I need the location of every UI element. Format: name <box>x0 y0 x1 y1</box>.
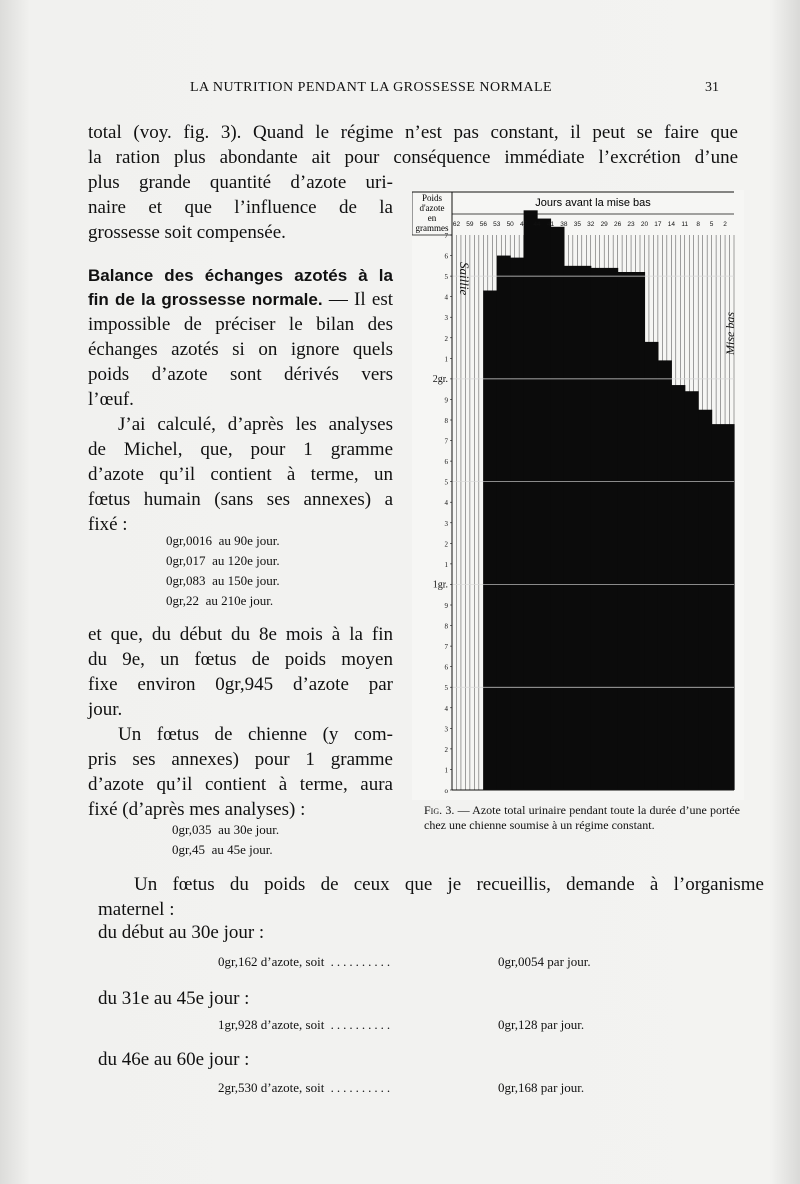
para5-line-1: Un fœtus du poids de ceux que je recueillis, demande à l’organisme <box>134 874 764 895</box>
para3-line-1: et que, du début du 8e mois à la fin <box>88 624 393 645</box>
y-tick-label: 5 <box>444 273 448 282</box>
period-2-amount: 1gr,928 d’azote, soit <box>218 1017 325 1032</box>
figure-3-chart <box>412 190 744 800</box>
period-3-leader: .......... <box>324 1080 394 1095</box>
bar-5 <box>537 219 551 790</box>
x-tick-label: 23 <box>627 221 635 228</box>
para2-line-2: de Michel, que, pour 1 gramme <box>88 439 393 460</box>
x-tick-label: 44 <box>533 221 541 228</box>
para1-line-1: impossible de préciser le bilan des <box>88 314 393 335</box>
section-heading-2-bold: fin de la grossesse normale. <box>88 290 323 309</box>
bar-10 <box>644 342 658 790</box>
x-tick-label: 53 <box>493 221 501 228</box>
y-tick-label: o <box>444 787 448 795</box>
x-tick-label: 62 <box>452 221 461 228</box>
figure-caption <box>424 803 740 833</box>
y-tick-label: 8 <box>444 622 448 631</box>
intro-line-4: naire et que l’influence de la <box>88 197 393 218</box>
y-tick-label: 4 <box>444 293 448 302</box>
y-tick-label: 7 <box>444 232 448 240</box>
x-tick-label: 47 <box>520 221 528 228</box>
bar-15 <box>712 424 735 790</box>
human-value-2-day: au 120e jour. <box>212 553 280 568</box>
para5-line-2: maternel : <box>98 899 175 920</box>
bar-11 <box>658 360 672 790</box>
bar-2 <box>497 256 511 790</box>
bar-9 <box>618 272 645 790</box>
para4-line-4: fixé (d’après mes analyses) : <box>88 799 306 820</box>
para4-line-2: pris ses annexes) pour 1 gramme <box>88 749 393 770</box>
bar-7 <box>564 266 591 790</box>
bar-8 <box>591 268 618 790</box>
y-tick-label: 2 <box>444 334 448 343</box>
bar-13 <box>685 391 699 790</box>
x-tick-label: 41 <box>546 221 555 228</box>
para3-line-2: du 9e, un fœtus de poids moyen <box>88 649 393 670</box>
para2-line-1: J’ai calculé, d’après les analyses <box>118 414 393 435</box>
y-tick-label: 1 <box>444 355 448 364</box>
section-heading-2-rest: — Il est <box>328 289 393 310</box>
page-number: 31 <box>705 80 719 95</box>
ylabel-line-4: grammes <box>415 223 449 233</box>
x-tick-label: 56 <box>479 221 487 228</box>
intro-line-2: la ration plus abondante ait pour conséquence immédiate l’excrétion d’une <box>88 147 738 168</box>
y-tick-label: 3 <box>444 519 448 528</box>
y-tick-label: 1gr. <box>432 579 448 591</box>
period-2-per-day: 0gr,128 par jour. <box>498 1017 585 1032</box>
period-3-title: du 46e au 60e jour : <box>98 1049 250 1070</box>
para2-line-5: fixé : <box>88 514 128 535</box>
human-value-4-day: au 210e jour. <box>205 593 274 608</box>
y-tick-label: 4 <box>444 499 448 508</box>
period-2-leader: .......... <box>324 1017 394 1032</box>
period-1-title: du début au 30e jour : <box>98 922 265 943</box>
human-value-1 <box>166 533 280 549</box>
y-tick-label: 5 <box>444 478 448 487</box>
x-tick-label: 59 <box>466 221 474 228</box>
ylabel-line-1: Poids <box>421 193 443 203</box>
dog-value-2-day: au 45e jour. <box>211 842 273 857</box>
y-tick-label: 9 <box>444 396 448 405</box>
bar-6 <box>550 227 564 790</box>
bar-3 <box>510 258 524 790</box>
x-tick-label: 17 <box>654 221 662 228</box>
human-value-3-day: au 150e jour. <box>212 573 280 588</box>
x-tick-label: 32 <box>587 221 595 228</box>
para4-line-3: d’azote qu’il contient à terme, aura <box>88 774 393 795</box>
y-tick-label: 2 <box>444 745 448 754</box>
bar-14 <box>698 410 712 790</box>
period-3-amount: 2gr,530 d’azote, soit <box>218 1080 325 1095</box>
x-tick-label: 35 <box>573 221 581 228</box>
dog-value-1 <box>172 822 279 838</box>
chart-title: Jours avant la mise bas <box>535 197 651 209</box>
x-tick-label: 50 <box>506 221 514 228</box>
intro-line-3: plus grande quantité d’azote uri- <box>88 172 393 193</box>
para1-line-3: poids d’azote sont dérivés vers <box>88 364 393 385</box>
human-value-3-amount: 0gr,083 <box>166 573 206 588</box>
bar-4 <box>524 210 538 790</box>
y-tick-label: 5 <box>444 684 448 693</box>
human-value-2 <box>166 553 280 569</box>
period-1-line <box>218 954 393 970</box>
annotation-saillie: Saillie <box>457 262 472 296</box>
human-value-4-amount: 0gr,22 <box>166 593 200 608</box>
human-value-1-day: au 90e jour. <box>218 533 280 548</box>
annotation-mise-bas: Mise bas <box>723 312 737 355</box>
x-tick-label: 29 <box>600 221 608 228</box>
ylabel-line-2: d'azote <box>419 203 445 213</box>
y-tick-label: 7 <box>444 437 448 446</box>
x-tick-label: 14 <box>667 221 675 228</box>
para2-line-4: fœtus humain (sans ses annexes) a <box>88 489 393 510</box>
human-value-4 <box>166 593 273 609</box>
para1-line-2: échanges azotés si on ignore quels <box>88 339 393 360</box>
y-tick-label: 1 <box>444 766 448 775</box>
intro-line-1: total (voy. fig. 3). Quand le régime n’est pas constant, il peut se faire que <box>88 122 738 143</box>
y-tick-label: 6 <box>444 458 448 467</box>
chart-svg <box>412 190 744 800</box>
bar-1 <box>483 291 497 791</box>
y-tick-label: 3 <box>444 314 448 323</box>
period-1-leader: .......... <box>324 954 394 969</box>
period-1-amount: 0gr,162 d’azote, soit <box>218 954 325 969</box>
period-1-per-day: 0gr,0054 par jour. <box>498 954 591 969</box>
intro-line-5: grossesse soit compensée. <box>88 222 286 243</box>
ylabel-line-3: en <box>427 213 437 223</box>
para4-line-1: Un fœtus de chienne (y com- <box>118 724 393 745</box>
figure-caption-text: — Azote total urinaire pendant toute la durée d’une portée chez une chienne soumise à un régime constant. <box>424 803 740 832</box>
para3-line-4: jour. <box>88 699 123 720</box>
x-tick-label: 20 <box>640 221 649 228</box>
period-2-line <box>218 1017 393 1033</box>
dog-value-2 <box>172 842 273 858</box>
bar-12 <box>671 385 685 790</box>
y-tick-label: 6 <box>444 663 448 672</box>
y-tick-label: 2gr. <box>432 373 448 385</box>
x-tick-label: 38 <box>560 221 568 228</box>
x-tick-label: 2 <box>723 221 727 228</box>
y-tick-label: 6 <box>444 252 448 261</box>
para3-line-3: fixe environ 0gr,945 d’azote par <box>88 674 393 695</box>
y-tick-label: 7 <box>444 643 448 652</box>
section-heading-2 <box>88 289 393 311</box>
y-tick-label: 9 <box>444 602 448 610</box>
para2-line-3: d’azote qu’il contient à terme, un <box>88 464 393 485</box>
dog-value-1-amount: 0gr,035 <box>172 822 212 837</box>
para1-line-4: l’œuf. <box>88 389 134 410</box>
section-heading-1: Balance des échanges azotés à la <box>88 266 393 285</box>
y-tick-label: 4 <box>444 704 448 713</box>
y-tick-label: 8 <box>444 417 448 425</box>
period-3-per-day: 0gr,168 par jour. <box>498 1080 585 1095</box>
running-head: LA NUTRITION PENDANT LA GROSSESSE NORMALE <box>190 80 553 95</box>
human-value-3 <box>166 573 280 589</box>
figure-label: Fig. 3. <box>424 803 455 817</box>
x-tick-label: 26 <box>614 221 622 228</box>
period-2-title: du 31e au 45e jour : <box>98 988 250 1009</box>
chart-x-ticks <box>453 221 727 228</box>
x-tick-label: 8 <box>696 221 701 228</box>
human-value-1-amount: 0gr,0016 <box>166 533 213 548</box>
y-tick-label: 3 <box>444 725 448 734</box>
dog-value-1-day: au 30e jour. <box>218 822 280 837</box>
period-3-line <box>218 1080 393 1096</box>
x-tick-label: 11 <box>681 221 689 228</box>
y-tick-label: 2 <box>444 540 448 549</box>
dog-value-2-amount: 0gr,45 <box>172 842 206 857</box>
human-value-2-amount: 0gr,017 <box>166 553 206 568</box>
x-tick-label: 5 <box>709 221 714 228</box>
y-tick-label: 1 <box>444 560 448 569</box>
